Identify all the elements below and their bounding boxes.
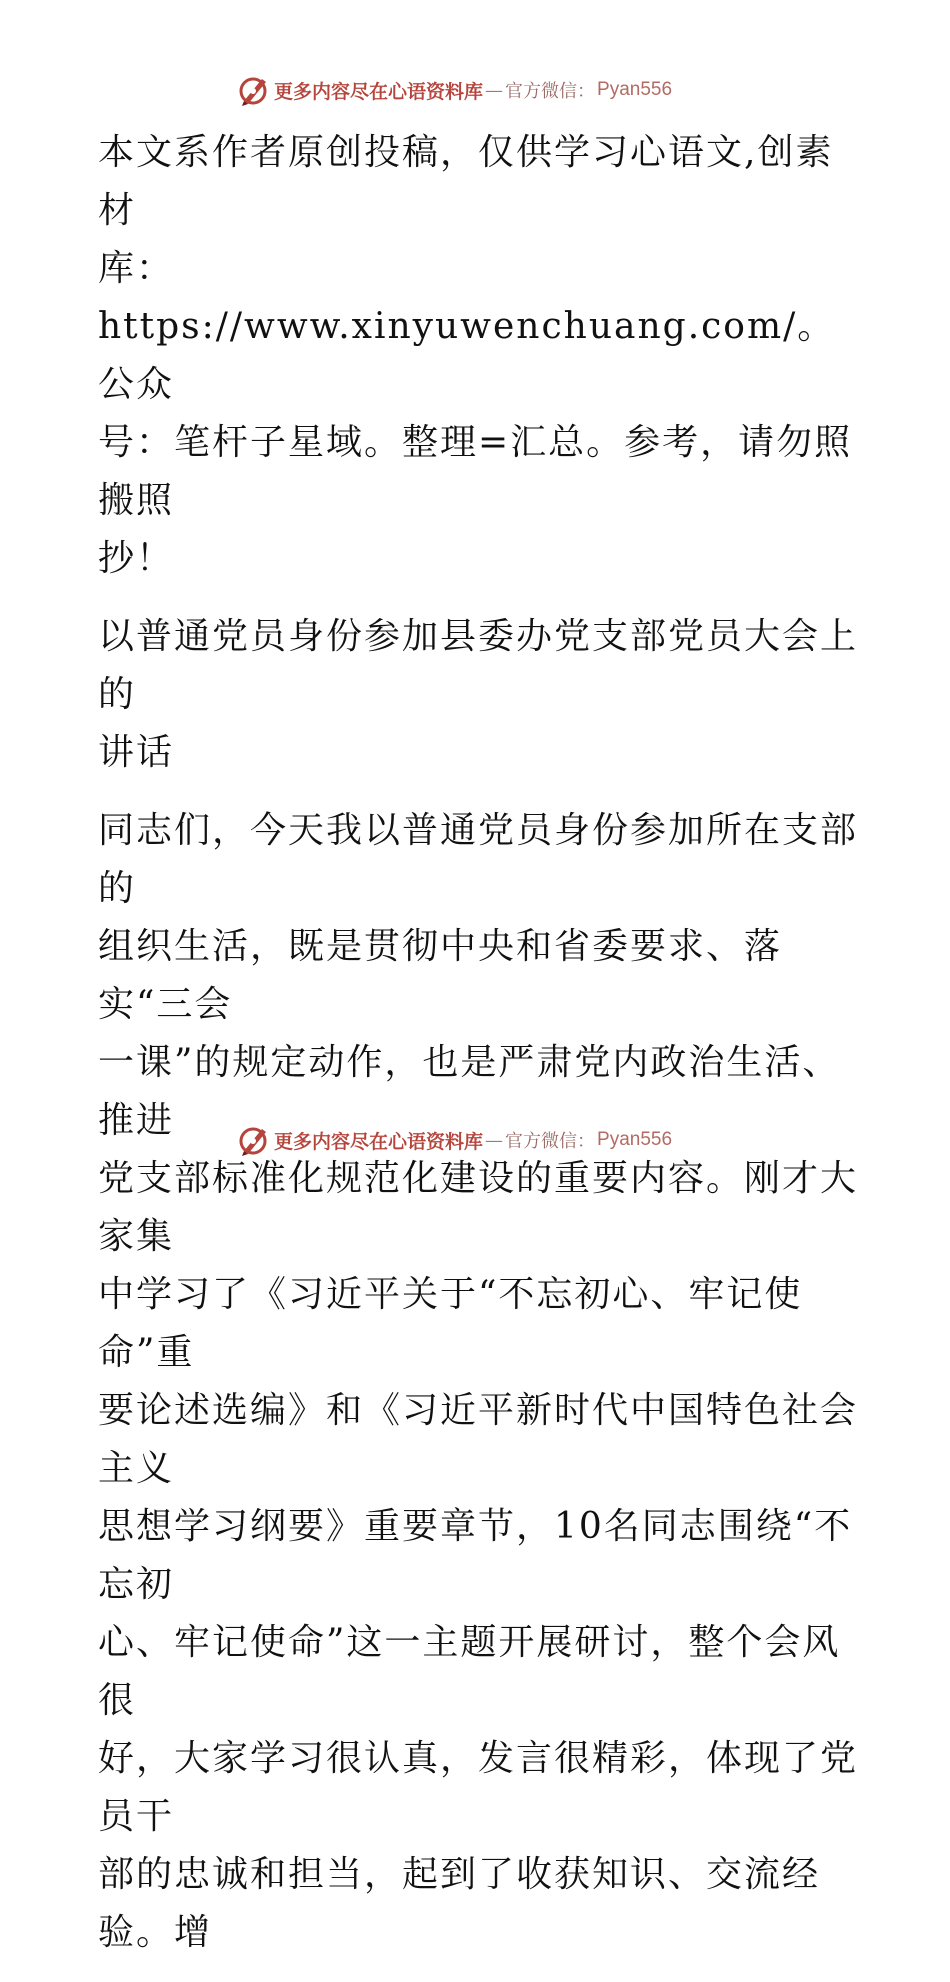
watermark-wechat-id: Pyan556 <box>597 1129 673 1150</box>
speech-title: 以普通党员身份参加县委办党支部党员大会上的 讲话 <box>98 616 859 773</box>
watermark-dash: — <box>485 79 504 101</box>
watermark-dash: — <box>485 1129 504 1151</box>
watermark-main-text: 更多内容尽在心语资料库 <box>274 80 484 103</box>
speech-body-paragraph: 同志们，今天我以普通党员身份参加所在支部的 组织生活，既是贯彻中央和省委要求、落实“三会 一课”的规定动作，也是严肃党内政治生活、推进 党支部标准化规范化建设的重要内容。刚才大家集 中学习了《习近平关于“不忘初心、牢记使命”重 要论述选编》和《习近平新时代中国特色社会主义 思想学习纲要》重要章节，10名同志围绕“不忘初 心、牢记使命”这一主题开展研讨，整个会风很 好，大家学习很认真，发言很精彩，体现了党员干 部的忠诚和担当，起到了收获知识、交流经验。增 <box>98 810 859 1953</box>
watermark-official-label: 官方微信： <box>505 81 596 102</box>
footer-watermark <box>236 1123 672 1157</box>
pen-logo-icon <box>236 73 270 107</box>
watermark-main-text: 更多内容尽在心语资料库 <box>274 1130 484 1153</box>
watermark-wechat-id: Pyan556 <box>597 79 673 100</box>
intro-paragraph: 本文系作者原创投稿，仅供学习心语文,创素材 库：https://www.xinyuwenchuang.com/。公众 号：笔杆子星域。整理=汇总。参考，请勿照搬照 抄！ <box>98 132 853 579</box>
header-watermark <box>236 73 672 107</box>
document-body <box>98 124 868 1982</box>
watermark-official-label: 官方微信： <box>505 1131 596 1152</box>
pen-logo-icon <box>236 1123 270 1157</box>
